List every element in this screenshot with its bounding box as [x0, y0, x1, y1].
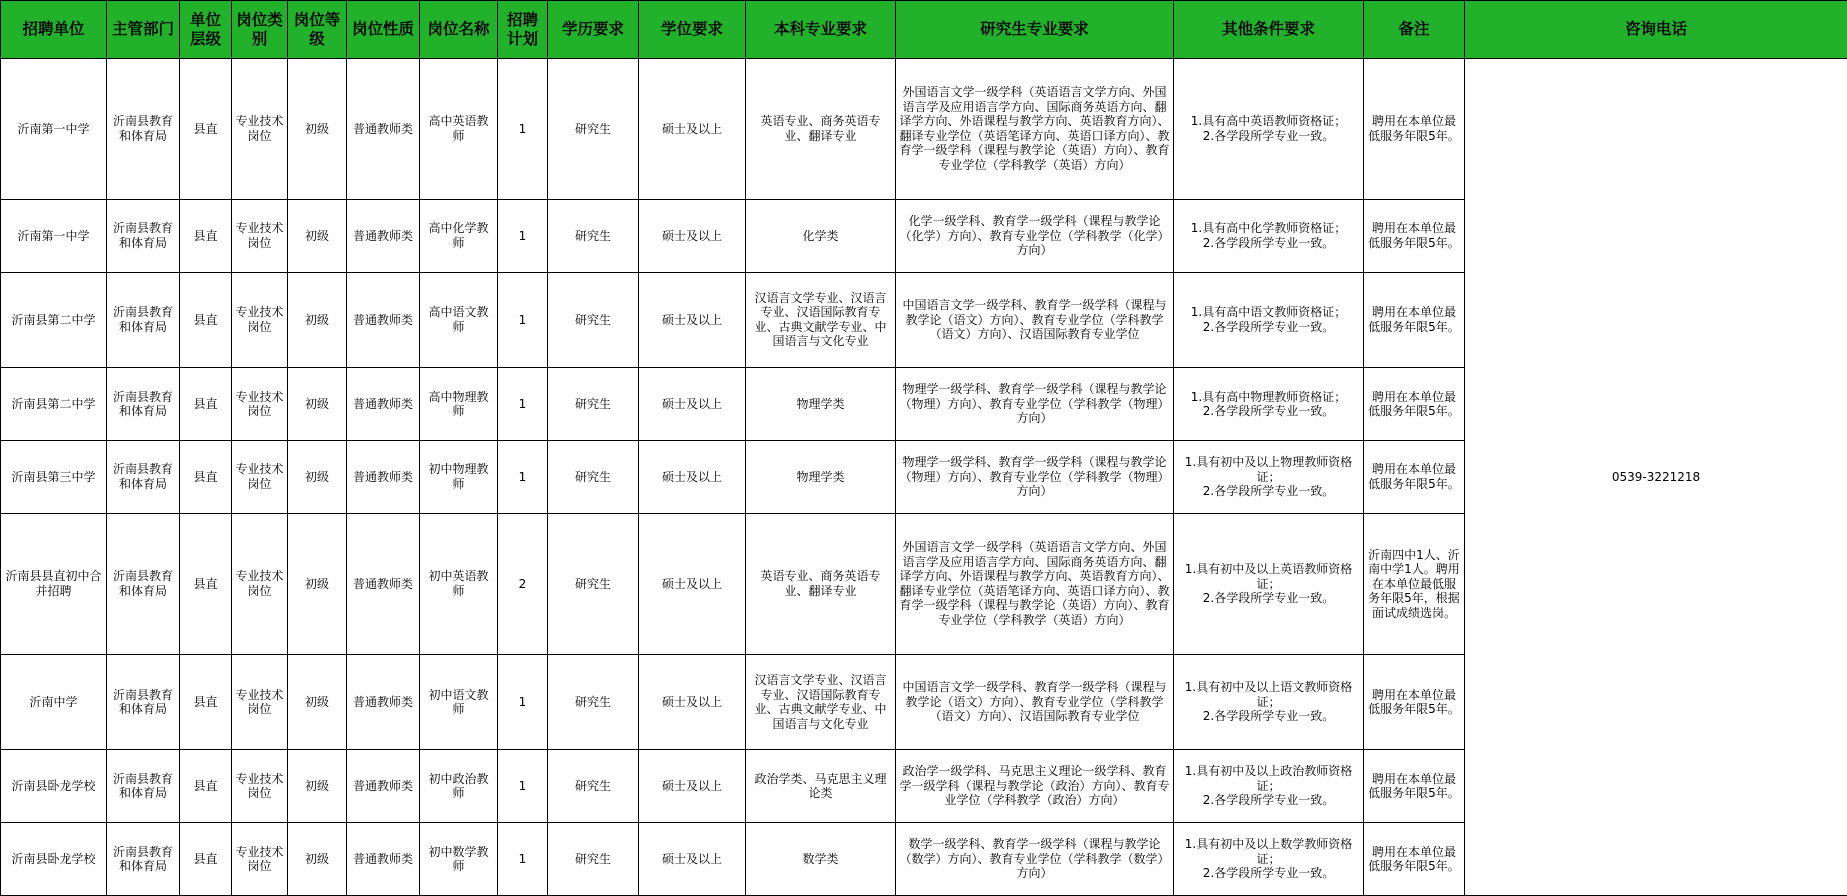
cell-category: 专业技术岗位	[232, 59, 288, 200]
cell-dept: 沂南县教育和体育局	[107, 654, 180, 750]
cell-position: 高中语文教师	[420, 272, 498, 368]
cell-graduate: 化学一级学科、教育学一级学科（课程与教学论（化学）方向）、教育专业学位（学科教学（化学）方向）	[896, 199, 1174, 272]
header-position: 岗位名称	[420, 1, 498, 59]
cell-nature: 普通教师类	[347, 513, 420, 654]
cell-education: 研究生	[548, 654, 639, 750]
cell-dept: 沂南县教育和体育局	[107, 441, 180, 514]
cell-other	[1174, 59, 1364, 200]
cell-undergrad: 政治学类、马克思主义理论类	[746, 750, 896, 823]
cell-other	[1174, 823, 1364, 896]
cell-grade: 初级	[288, 750, 347, 823]
cell-other	[1174, 272, 1364, 368]
cell-plan: 1	[498, 750, 548, 823]
cell-degree: 硕士及以上	[639, 368, 746, 441]
cell-position: 高中物理教师	[420, 368, 498, 441]
cell-other	[1174, 750, 1364, 823]
header-level: 单位层级	[180, 1, 232, 59]
cell-level: 县直	[180, 823, 232, 896]
cell-graduate: 政治学一级学科、马克思主义理论一级学科、教育学一级学科（课程与教学论（政治）方向）、教育专业学位（学科教学（政治）方向）	[896, 750, 1174, 823]
cell-position: 高中英语教师	[420, 59, 498, 200]
cell-degree: 硕士及以上	[639, 59, 746, 200]
cell-unit: 沂南县第三中学	[1, 441, 107, 514]
cell-level: 县直	[180, 199, 232, 272]
cell-nature: 普通教师类	[347, 441, 420, 514]
cell-note: 聘用在本单位最低服务年限5年。	[1364, 823, 1465, 896]
cell-position: 初中语文教师	[420, 654, 498, 750]
cell-dept: 沂南县教育和体育局	[107, 513, 180, 654]
cell-nature: 普通教师类	[347, 59, 420, 200]
header-row	[1, 1, 1847, 59]
other-line-2: 2.各学段所学专业一致。	[1202, 484, 1335, 499]
cell-category: 专业技术岗位	[232, 654, 288, 750]
cell-unit: 沂南县第二中学	[1, 272, 107, 368]
cell-education: 研究生	[548, 513, 639, 654]
cell-unit: 沂南县第二中学	[1, 368, 107, 441]
cell-undergrad: 英语专业、商务英语专业、翻译专业	[746, 513, 896, 654]
cell-phone: 0539-3221218	[1465, 59, 1847, 896]
header-education: 学历要求	[548, 1, 639, 59]
cell-education: 研究生	[548, 199, 639, 272]
cell-degree: 硕士及以上	[639, 654, 746, 750]
cell-other	[1174, 368, 1364, 441]
cell-nature: 普通教师类	[347, 823, 420, 896]
cell-plan: 1	[498, 823, 548, 896]
other-line-2: 2.各学段所学专业一致。	[1202, 235, 1335, 250]
cell-dept: 沂南县教育和体育局	[107, 750, 180, 823]
cell-education: 研究生	[548, 59, 639, 200]
cell-level: 县直	[180, 59, 232, 200]
cell-level: 县直	[180, 368, 232, 441]
cell-graduate: 中国语言文学一级学科、教育学一级学科（课程与教学论（语文）方向）、教育专业学位（学科教学（语文）方向）、汉语国际教育专业学位	[896, 272, 1174, 368]
cell-note: 沂南四中1人、沂南中学1人。聘用在本单位最低服务年限5年，根据面试成绩选岗。	[1364, 513, 1465, 654]
cell-category: 专业技术岗位	[232, 272, 288, 368]
cell-other	[1174, 513, 1364, 654]
cell-plan: 1	[498, 654, 548, 750]
cell-dept: 沂南县教育和体育局	[107, 368, 180, 441]
cell-dept: 沂南县教育和体育局	[107, 823, 180, 896]
cell-position: 初中物理教师	[420, 441, 498, 514]
cell-undergrad: 汉语言文学专业、汉语言专业、汉语国际教育专业、古典文献学专业、中国语言与文化专业	[746, 272, 896, 368]
header-undergrad: 本科专业要求	[746, 1, 896, 59]
cell-unit: 沂南县县直初中合并招聘	[1, 513, 107, 654]
cell-grade: 初级	[288, 654, 347, 750]
other-line-2: 2.各学段所学专业一致。	[1202, 404, 1335, 419]
cell-degree: 硕士及以上	[639, 272, 746, 368]
cell-note: 聘用在本单位最低服务年限5年。	[1364, 441, 1465, 514]
cell-education: 研究生	[548, 272, 639, 368]
cell-note: 聘用在本单位最低服务年限5年。	[1364, 368, 1465, 441]
cell-dept: 沂南县教育和体育局	[107, 59, 180, 200]
cell-graduate: 数学一级学科、教育学一级学科（课程与教学论（数学）方向）、教育专业学位（学科教学（数学）方向）	[896, 823, 1174, 896]
cell-graduate: 外国语言文学一级学科（英语语言文学方向、外国语言学及应用语言学方向、国际商务英语方向、翻译学方向、外语课程与教学方向、英语教育方向）、翻译专业学位（英语笔译方向、英语口译方向）、教育学一级学科（课程与教学论（英语）方向）、教育专业学位（学科教学（英语）方向）	[896, 513, 1174, 654]
cell-level: 县直	[180, 272, 232, 368]
cell-undergrad: 化学类	[746, 199, 896, 272]
other-line-1: 1.具有高中物理教师资格证；	[1190, 389, 1347, 404]
cell-unit: 沂南县卧龙学校	[1, 823, 107, 896]
cell-grade: 初级	[288, 272, 347, 368]
cell-plan: 1	[498, 272, 548, 368]
other-line-1: 1.具有初中及以上物理教师资格证；	[1184, 455, 1353, 484]
cell-nature: 普通教师类	[347, 654, 420, 750]
header-plan: 招聘计划	[498, 1, 548, 59]
cell-undergrad: 物理学类	[746, 368, 896, 441]
header-nature: 岗位性质	[347, 1, 420, 59]
cell-category: 专业技术岗位	[232, 441, 288, 514]
cell-grade: 初级	[288, 368, 347, 441]
other-line-1: 1.具有初中及以上数学教师资格证；	[1184, 837, 1353, 866]
cell-level: 县直	[180, 750, 232, 823]
other-line-2: 2.各学段所学专业一致。	[1202, 319, 1335, 334]
cell-note: 聘用在本单位最低服务年限5年。	[1364, 59, 1465, 200]
cell-degree: 硕士及以上	[639, 823, 746, 896]
cell-grade: 初级	[288, 513, 347, 654]
cell-note: 聘用在本单位最低服务年限5年。	[1364, 199, 1465, 272]
cell-graduate: 物理学一级学科、教育学一级学科（课程与教学论（物理）方向）、教育专业学位（学科教学（物理）方向）	[896, 441, 1174, 514]
cell-position: 初中政治教师	[420, 750, 498, 823]
other-line-2: 2.各学段所学专业一致。	[1202, 866, 1335, 881]
cell-position: 初中英语教师	[420, 513, 498, 654]
cell-undergrad: 汉语言文学专业、汉语言专业、汉语国际教育专业、古典文献学专业、中国语言与文化专业	[746, 654, 896, 750]
cell-unit: 沂南中学	[1, 654, 107, 750]
cell-undergrad: 数学类	[746, 823, 896, 896]
table-row	[1, 59, 1847, 200]
cell-category: 专业技术岗位	[232, 368, 288, 441]
cell-grade: 初级	[288, 59, 347, 200]
cell-category: 专业技术岗位	[232, 513, 288, 654]
cell-plan: 1	[498, 199, 548, 272]
cell-level: 县直	[180, 441, 232, 514]
cell-level: 县直	[180, 513, 232, 654]
header-other: 其他条件要求	[1174, 1, 1364, 59]
header-dept: 主管部门	[107, 1, 180, 59]
other-line-1: 1.具有高中化学教师资格证；	[1190, 221, 1347, 236]
cell-graduate: 中国语言文学一级学科、教育学一级学科（课程与教学论（语文）方向）、教育专业学位（学科教学（语文）方向）、汉语国际教育专业学位	[896, 654, 1174, 750]
other-line-2: 2.各学段所学专业一致。	[1202, 793, 1335, 808]
cell-nature: 普通教师类	[347, 272, 420, 368]
cell-graduate: 物理学一级学科、教育学一级学科（课程与教学论（物理）方向）、教育专业学位（学科教学（物理）方向）	[896, 368, 1174, 441]
cell-education: 研究生	[548, 750, 639, 823]
other-line-1: 1.具有初中及以上政治教师资格证；	[1184, 764, 1353, 793]
other-line-2: 2.各学段所学专业一致。	[1202, 709, 1335, 724]
cell-grade: 初级	[288, 823, 347, 896]
cell-plan: 1	[498, 441, 548, 514]
cell-plan: 1	[498, 59, 548, 200]
header-grade: 岗位等级	[288, 1, 347, 59]
header-graduate: 研究生专业要求	[896, 1, 1174, 59]
cell-grade: 初级	[288, 441, 347, 514]
cell-unit: 沂南县卧龙学校	[1, 750, 107, 823]
cell-category: 专业技术岗位	[232, 750, 288, 823]
other-line-1: 1.具有初中及以上语文教师资格证；	[1184, 680, 1353, 709]
cell-note: 聘用在本单位最低服务年限5年。	[1364, 272, 1465, 368]
cell-note: 聘用在本单位最低服务年限5年。	[1364, 750, 1465, 823]
header-category: 岗位类别	[232, 1, 288, 59]
cell-nature: 普通教师类	[347, 368, 420, 441]
cell-grade: 初级	[288, 199, 347, 272]
cell-other	[1174, 199, 1364, 272]
cell-degree: 硕士及以上	[639, 441, 746, 514]
cell-education: 研究生	[548, 823, 639, 896]
cell-unit: 沂南第一中学	[1, 59, 107, 200]
cell-plan: 1	[498, 368, 548, 441]
header-degree: 学位要求	[639, 1, 746, 59]
cell-other	[1174, 441, 1364, 514]
cell-degree: 硕士及以上	[639, 513, 746, 654]
cell-degree: 硕士及以上	[639, 750, 746, 823]
other-line-1: 1.具有高中英语教师资格证；	[1190, 114, 1347, 129]
cell-unit: 沂南第一中学	[1, 199, 107, 272]
header-unit: 招聘单位	[1, 1, 107, 59]
cell-category: 专业技术岗位	[232, 823, 288, 896]
other-line-2: 2.各学段所学专业一致。	[1202, 591, 1335, 606]
cell-position: 高中化学教师	[420, 199, 498, 272]
cell-graduate: 外国语言文学一级学科（英语语言文学方向、外国语言学及应用语言学方向、国际商务英语方向、翻译学方向、外语课程与教学方向、英语教育方向）、翻译专业学位（英语笔译方向、英语口译方向）、教育学一级学科（课程与教学论（英语）方向）、教育专业学位（学科教学（英语）方向）	[896, 59, 1174, 200]
cell-level: 县直	[180, 654, 232, 750]
cell-other	[1174, 654, 1364, 750]
cell-dept: 沂南县教育和体育局	[107, 272, 180, 368]
cell-nature: 普通教师类	[347, 199, 420, 272]
cell-nature: 普通教师类	[347, 750, 420, 823]
cell-note: 聘用在本单位最低服务年限5年。	[1364, 654, 1465, 750]
cell-undergrad: 英语专业、商务英语专业、翻译专业	[746, 59, 896, 200]
other-line-1: 1.具有初中及以上英语教师资格证；	[1184, 562, 1353, 591]
cell-education: 研究生	[548, 368, 639, 441]
cell-category: 专业技术岗位	[232, 199, 288, 272]
cell-plan: 2	[498, 513, 548, 654]
other-line-1: 1.具有高中语文教师资格证；	[1190, 305, 1347, 320]
cell-undergrad: 物理学类	[746, 441, 896, 514]
header-phone: 咨询电话	[1465, 1, 1847, 59]
cell-education: 研究生	[548, 441, 639, 514]
cell-dept: 沂南县教育和体育局	[107, 199, 180, 272]
header-note: 备注	[1364, 1, 1465, 59]
other-line-2: 2.各学段所学专业一致。	[1202, 128, 1335, 143]
cell-position: 初中数学教师	[420, 823, 498, 896]
cell-degree: 硕士及以上	[639, 199, 746, 272]
